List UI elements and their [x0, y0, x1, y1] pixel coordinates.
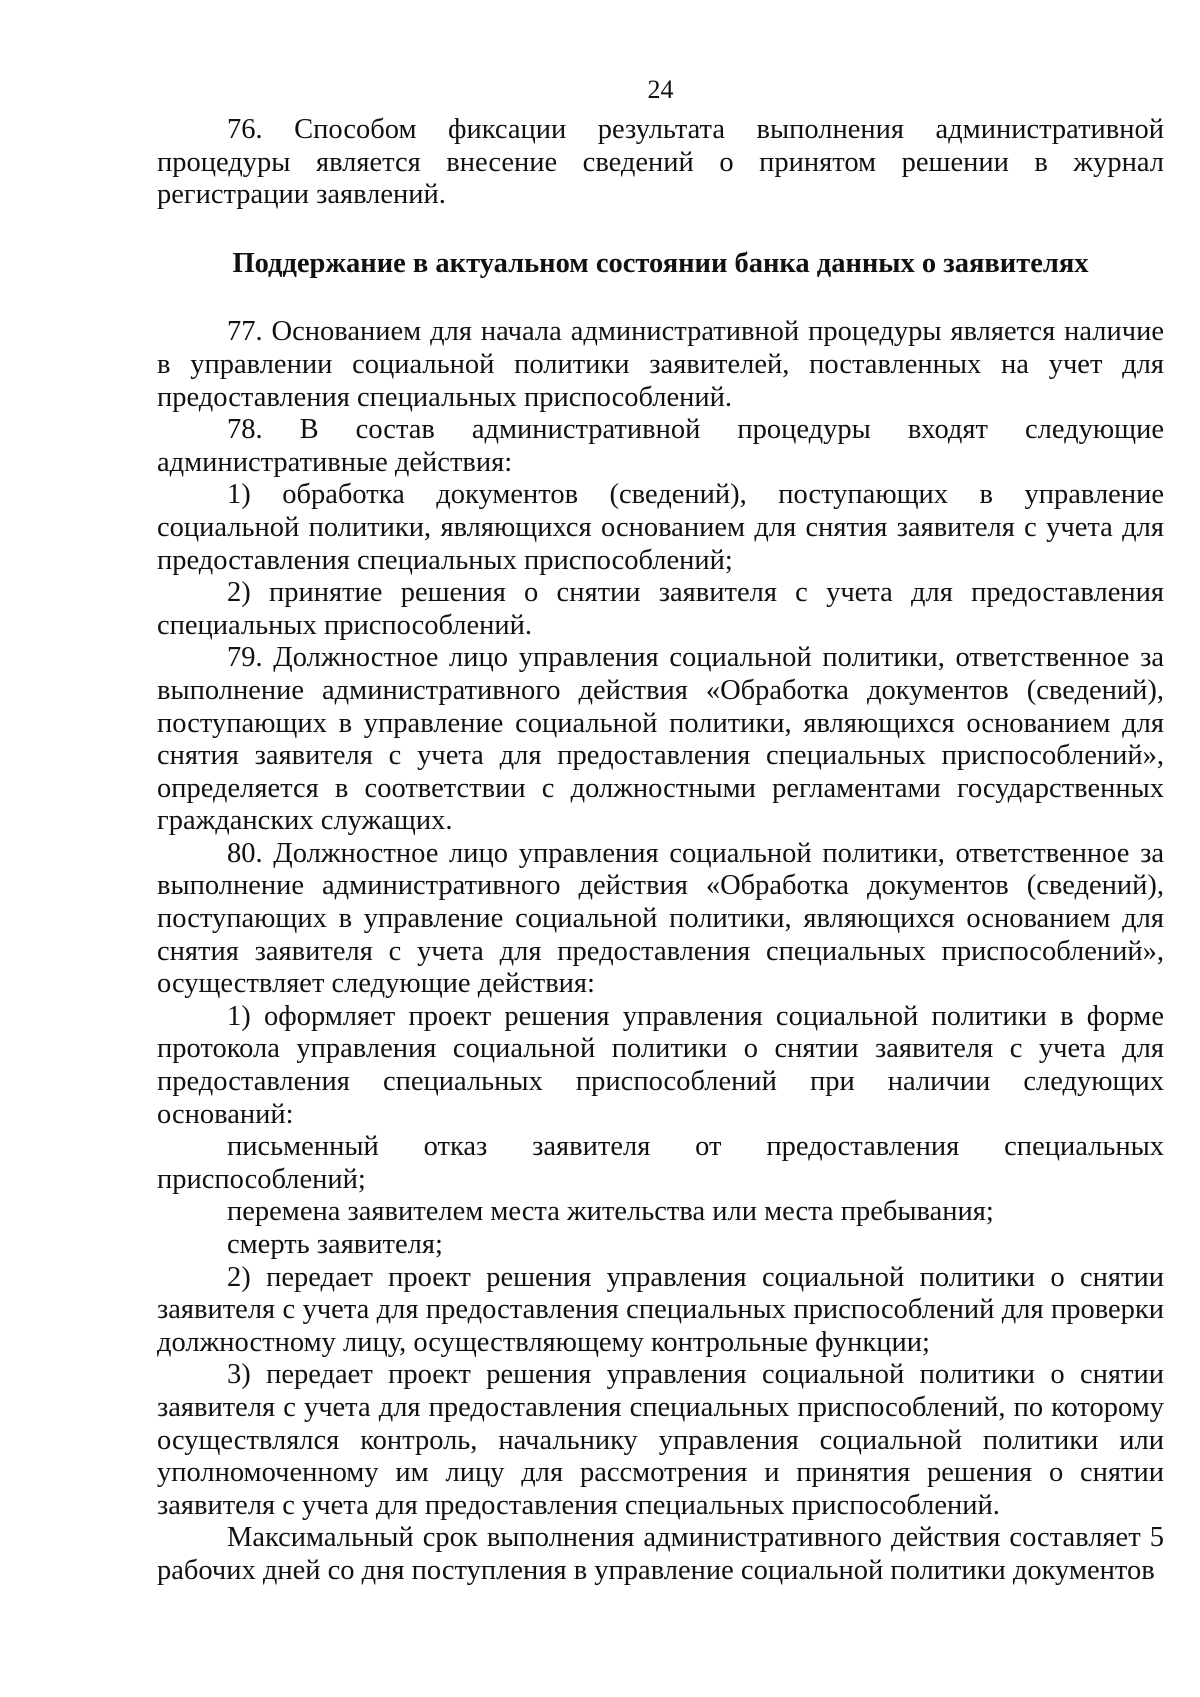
- paragraph-78: 78. В состав административной процедуры входят следующие административные действия:: [157, 414, 1164, 478]
- ground-written-refusal: письменный отказ заявителя от предоставления специальных приспособлений;: [157, 1131, 1164, 1195]
- ground-death: смерть заявителя;: [227, 1229, 443, 1260]
- paragraph-78-item-2: 2) принятие решения о снятии заявителя с учета для предоставления специальных приспособлений.: [157, 577, 1164, 641]
- paragraph-80-item-2: 2) передает проект решения управления социальной политики о снятии заявителя с учета для предоставления специальных приспособлений для проверки должностному лицу, осуществляющему контрольные функции;: [157, 1261, 1164, 1358]
- paragraph-80-item-1: 1) оформляет проект решения управления социальной политики в форме протокола управления социальной политики о снятии заявителя с учета для предоставления специальных приспособлений при наличии следующих оснований:: [157, 1000, 1164, 1130]
- section-heading: Поддержание в актуальном состоянии банка данных о заявителях: [232, 247, 1089, 279]
- ground-change-of-residence: перемена заявителем места жительства или места пребывания;: [227, 1196, 994, 1228]
- paragraph-80: 80. Должностное лицо управления социальной политики, ответственное за выполнение административного действия «Обработка документов (сведений), поступающих в управление социальной политики, являющихся основанием для снятия заявителя с учета для предоставления специальных приспособлений», осуществляет следующие действия:: [157, 837, 1164, 1000]
- paragraph-max-term: Максимальный срок выполнения административного действия составляет 5 рабочих дней со дня поступления в управление социальной политики документов: [157, 1522, 1164, 1586]
- paragraph-79: 79. Должностное лицо управления социальной политики, ответственное за выполнение административного действия «Обработка документов (сведений), поступающих в управление социальной политики, являющихся основанием для снятия заявителя с учета для предоставления специальных приспособлений», определяется в соответствии с должностными регламентами государственных гражданских служащих.: [157, 642, 1164, 837]
- paragraph-80-item-3: 3) передает проект решения управления социальной политики о снятии заявителя с учета для предоставления специальных приспособлений, по которому осуществлялся контроль, начальнику управления социальной политики или уполномоченному им лицу для рассмотрения и принятия решения о снятии заявителя с учета для предоставления специальных приспособлений.: [157, 1359, 1164, 1521]
- paragraph-78-item-1: 1) обработка документов (сведений), поступающих в управление социальной политики, являющихся основанием для снятия заявителя с учета для предоставления специальных приспособлений;: [157, 479, 1164, 576]
- page-number: 24: [647, 75, 674, 104]
- paragraph-76: 76. Способом фиксации результата выполнения административной процедуры является внесение сведений о принятом решении в журнал регистрации заявлений.: [157, 114, 1164, 211]
- document-page: [157, 70, 1164, 1588]
- paragraph-77: 77. Основанием для начала административной процедуры является наличие в управлении социальной политики заявителей, поставленных на учет для предоставления специальных приспособлений.: [157, 316, 1164, 413]
